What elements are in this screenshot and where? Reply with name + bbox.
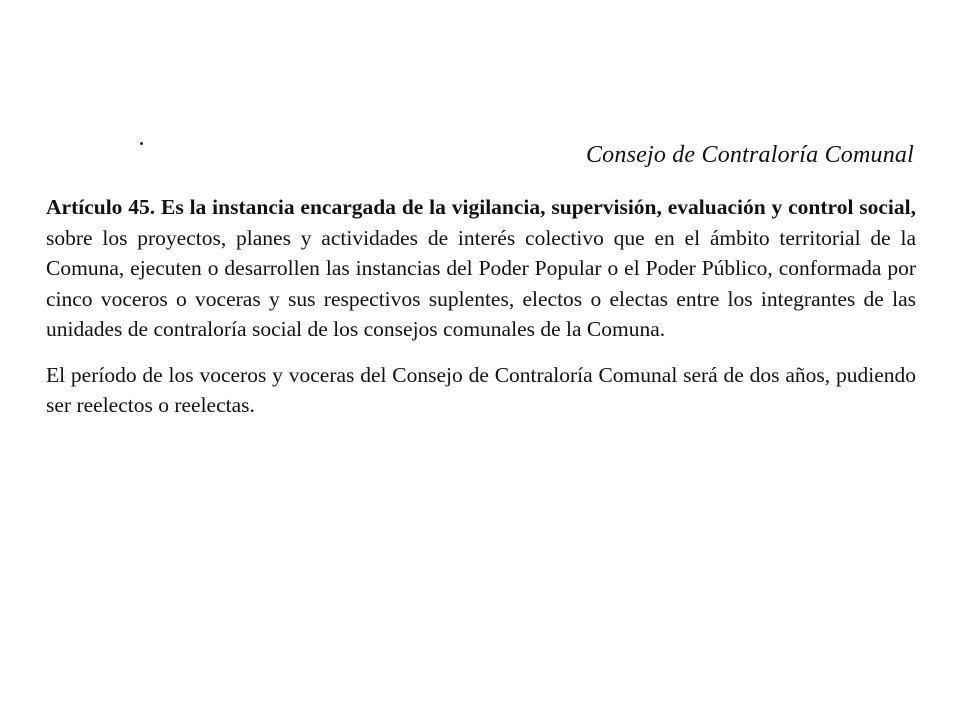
section-heading: Consejo de Contraloría Comunal xyxy=(585,142,914,168)
article-text: sobre los proyectos, planes y actividades de interés colectivo que en el ámbito territorial de la Comuna, ejecuten o desarrollen las instancias del Poder Popular o el Poder Público, conformada por cinco voceros o voceras y sus respectivos suplentes, electos o electas entre los integrantes de las unidades de contraloría social de los consejos comunales de la Comuna. xyxy=(46,225,916,341)
article-paragraph xyxy=(46,192,916,345)
article-label: Artículo 45. xyxy=(46,195,156,219)
article-body xyxy=(46,192,916,421)
term-paragraph: El período de los voceros y voceras del Consejo de Contraloría Comunal será de dos años, pudiendo ser reelectos o reelectas. xyxy=(46,362,916,417)
scan-speck xyxy=(140,142,143,145)
article-lead-text: Es la instancia encargada de la vigilancia, supervisión, evaluación y control social, xyxy=(161,195,917,219)
